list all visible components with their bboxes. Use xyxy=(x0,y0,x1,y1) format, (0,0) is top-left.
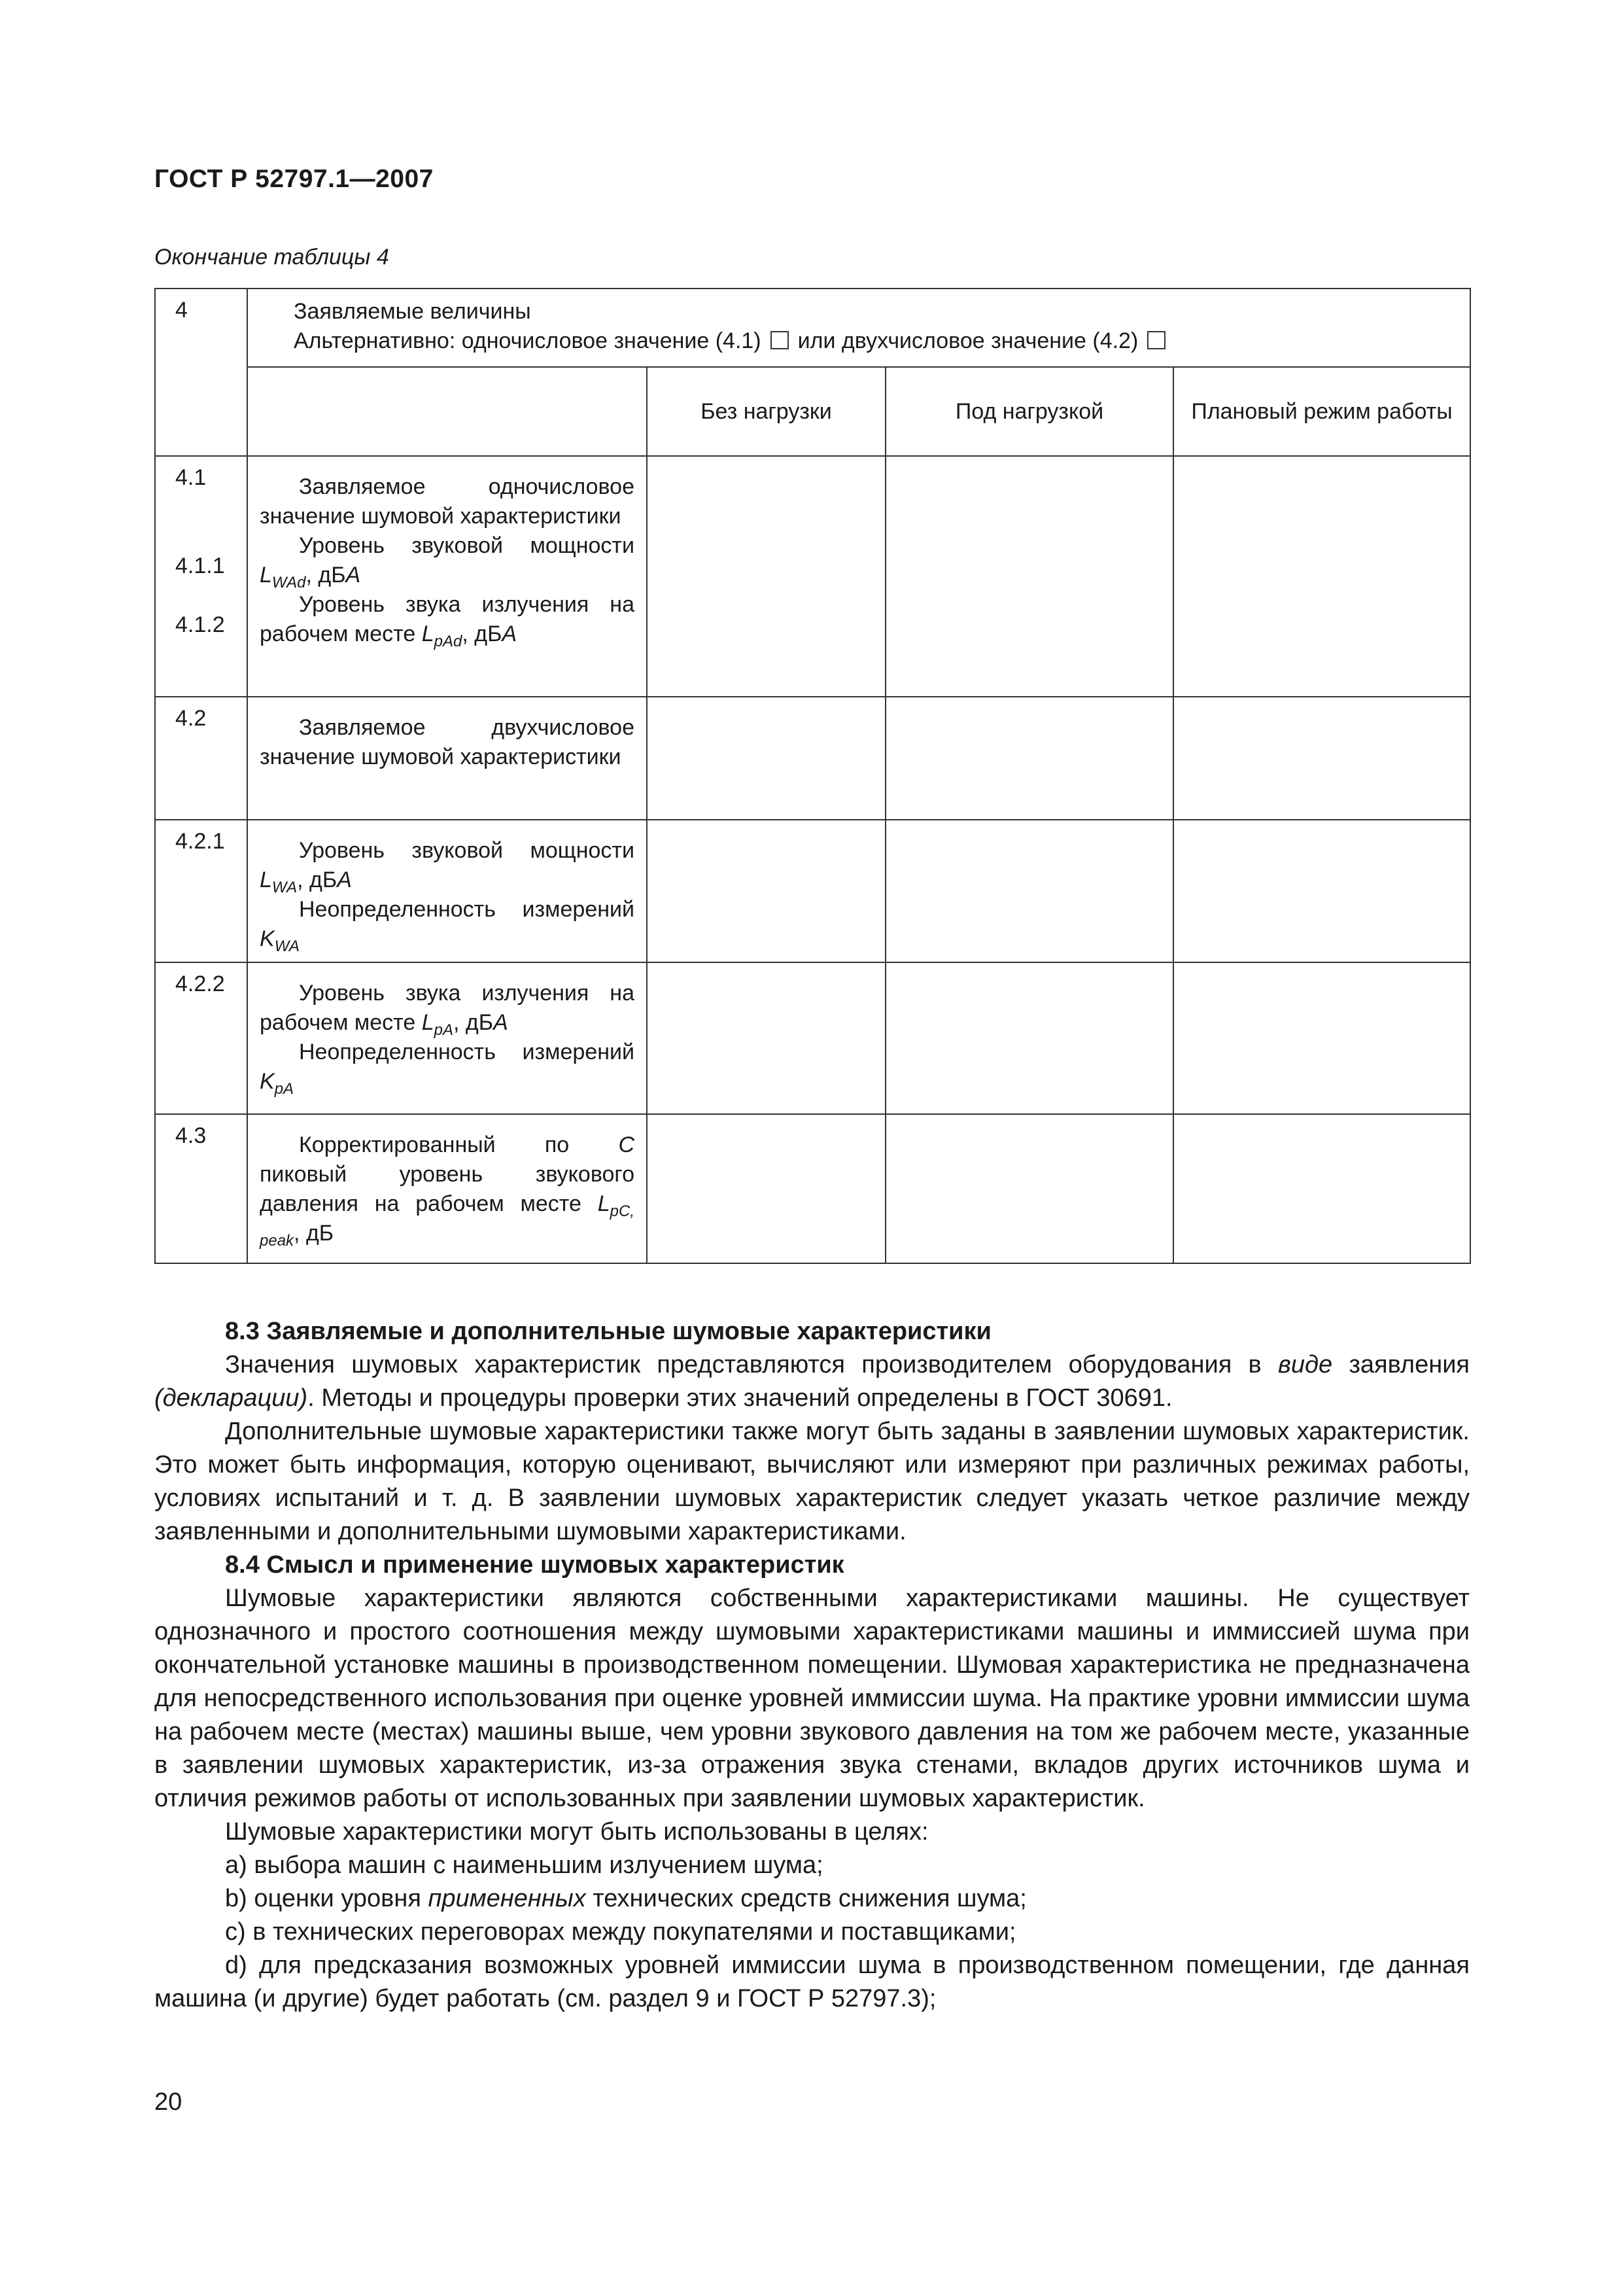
value-cell[interactable] xyxy=(886,456,1173,697)
row-number-cell: 4.3 xyxy=(155,1114,247,1263)
section-heading: 8.3 Заявляемые и дополнительные шумовые характеристики xyxy=(225,1318,992,1345)
row-number-cell: 4.2 xyxy=(155,697,247,820)
dual-value-checkbox[interactable] xyxy=(1147,331,1166,349)
declared-values-table xyxy=(154,288,1471,1264)
list-item: b) оценки уровня примененных технических средств снижения шума; xyxy=(225,1885,1027,1912)
page-number: 20 xyxy=(154,2088,182,2116)
value-cell[interactable] xyxy=(1173,820,1470,962)
row-description: Уровень звука излучения на рабочем месте $L_{pA}$, дБA Неопределенность измерений $K_{pA}$ xyxy=(247,962,647,1114)
table-row xyxy=(155,456,1470,697)
value-cell[interactable] xyxy=(647,456,886,697)
row-description: Корректированный по C пиковый уровень звукового давления на рабочем месте $L_{pC, peak}$, дБ xyxy=(247,1114,647,1263)
list-item: с) в технических переговорах между покупателями и поставщиками; xyxy=(225,1918,1016,1946)
row-number-cell: 4.2.1 xyxy=(155,820,247,962)
table-caption: Окончание таблицы 4 xyxy=(154,245,389,270)
table-row xyxy=(155,820,1470,962)
row-number-cell: 4.2.2 xyxy=(155,962,247,1114)
head-alternative: Альтернативно: одночисловое значение (4.1) или двухчисловое значение (4.2) xyxy=(294,326,1470,356)
row-number-cell: 4.1 4.1.1 4.1.2 xyxy=(155,456,247,697)
paragraph: Шумовые характеристики являются собственными характеристиками машины. Не существует однозначного и простого соотношения между шумовыми характеристиками машины и иммиссией шума при окончательной установке машины в производственном помещении. Шумовая характеристика не предназначена для непосредственного использования при оценке уровней иммиссии шума. На практике уровни иммиссии шума на рабочем месте (местах) машины выше, чем уровни звукового давления на том же рабочем месте, указанные в заявлении шумовых характеристик, из-за отражения звука стенами, вкладов других источников шума и отличия режимов работы от использованных при заявлении шумовых характеристик. xyxy=(154,1585,1470,1812)
section-heading: 8.4 Смысл и применение шумовых характеристик xyxy=(225,1551,844,1579)
paragraph: Дополнительные шумовые характеристики также могут быть заданы в заявлении шумовых характеристик. Это может быть информация, которую оценивают, вычисляют или измеряют при различных режимах работы, условиях испытаний и т. д. В заявлении шумовых характеристик следует указать четкое различие между заявленными и дополнительными шумовыми характеристиками. xyxy=(154,1418,1470,1545)
col-under-load: Под нагрузкой xyxy=(886,367,1173,456)
value-cell[interactable] xyxy=(647,820,886,962)
body-text xyxy=(154,1315,1470,2016)
head-title-cell xyxy=(247,289,1470,367)
row-description: Уровень звуковой мощности $L_{WA}$, дБA Неопределенность измерений $K_{WA}$ xyxy=(247,820,647,962)
head-number-cell: 4 xyxy=(155,289,247,456)
value-cell[interactable] xyxy=(1173,697,1470,820)
single-value-checkbox[interactable] xyxy=(770,331,789,349)
value-cell[interactable] xyxy=(1173,456,1470,697)
row-description: Заявляемое двухчисловое значение шумовой характеристики xyxy=(247,697,647,820)
value-cell[interactable] xyxy=(886,820,1173,962)
value-cell[interactable] xyxy=(1173,1114,1470,1263)
empty-head-cell xyxy=(247,367,647,456)
col-planned-mode: Плановый режим работы xyxy=(1173,367,1470,456)
value-cell[interactable] xyxy=(886,962,1173,1114)
value-cell[interactable] xyxy=(886,697,1173,820)
list-item: d) для предсказания возможных уровней иммиссии шума в производственном помещении, где данная машина (и другие) будет работать (см. раздел 9 и ГОСТ Р 52797.3); xyxy=(154,1952,1470,2012)
value-cell[interactable] xyxy=(647,697,886,820)
value-cell[interactable] xyxy=(886,1114,1173,1263)
table-row xyxy=(155,697,1470,820)
value-cell[interactable] xyxy=(647,1114,886,1263)
list-item: а) выбора машин с наименьшим излучением шума; xyxy=(225,1851,823,1879)
table-head-row xyxy=(155,289,1470,367)
table-row xyxy=(155,962,1470,1114)
paragraph: Шумовые характеристики могут быть использованы в целях: xyxy=(225,1818,929,1846)
document-code: ГОСТ Р 52797.1—2007 xyxy=(154,165,434,193)
column-head-row xyxy=(155,367,1470,456)
head-title: Заявляемые величины xyxy=(294,299,531,324)
value-cell[interactable] xyxy=(1173,962,1470,1114)
value-cell[interactable] xyxy=(647,962,886,1114)
col-no-load: Без нагрузки xyxy=(647,367,886,456)
paragraph: Значения шумовых характеристик представляются производителем оборудования в виде заявления (декларации). Методы и процедуры проверки этих значений определены в ГОСТ 30691. xyxy=(154,1351,1470,1412)
row-description: Заявляемое одночисловое значение шумовой характеристики Уровень звуковой мощности $L_{WAd}$, дБA Уровень звука излучения на рабочем месте $L_{pAd}$, дБA xyxy=(247,456,647,697)
table-row xyxy=(155,1114,1470,1263)
